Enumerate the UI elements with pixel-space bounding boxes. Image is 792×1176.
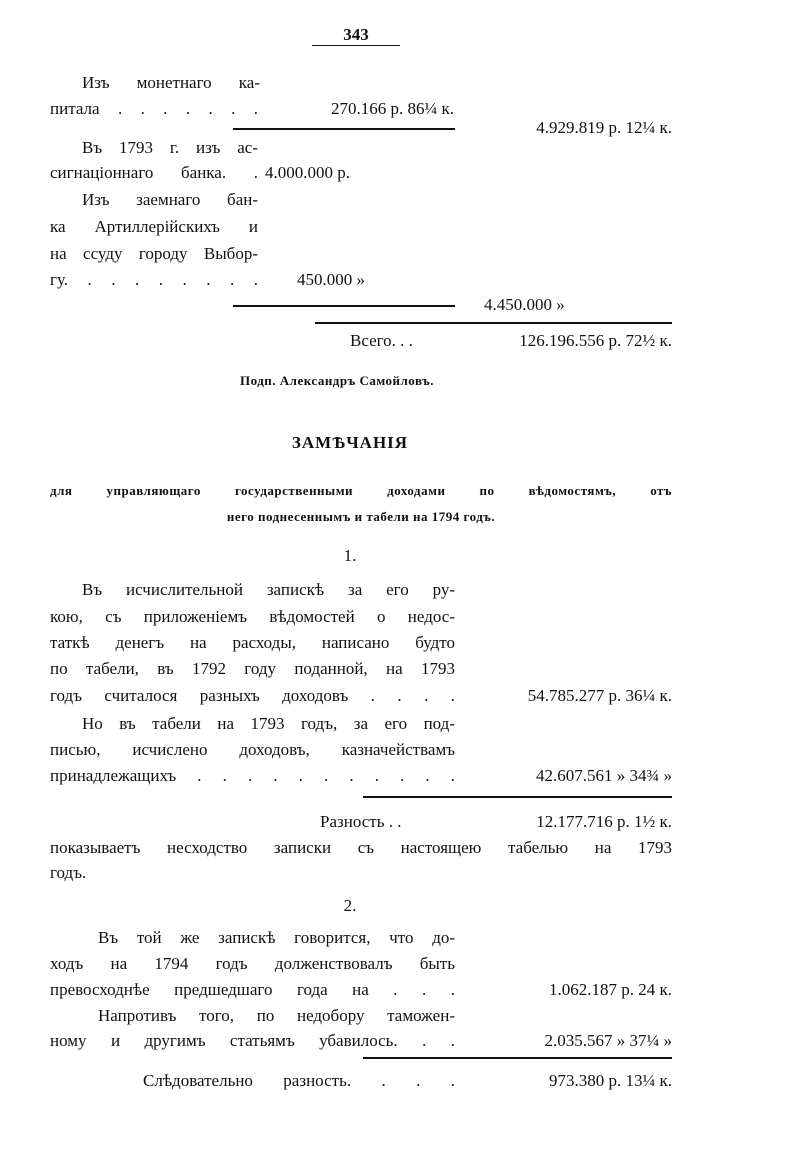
subtitle-line: него поднесеннымъ и табели на 1794 годъ.: [226, 509, 496, 524]
text-line: по табели, въ 1792 году поданной, на 1793: [50, 659, 455, 678]
total-rule: [315, 322, 672, 324]
sum-rule: [233, 305, 455, 307]
text-line: показываетъ несходство записки съ настоящею табелью на 1793: [50, 838, 672, 857]
amount: 2.035.567 » 37¼ »: [544, 1031, 672, 1050]
text-line: Изъ заемнаго бан-: [82, 190, 258, 209]
page-number-rule: [312, 45, 400, 46]
subtotal: 4.450.000 »: [484, 295, 565, 314]
section-number: 1.: [343, 546, 357, 565]
text-line: Но въ табели на 1793 годъ, за его под-: [82, 714, 455, 733]
amount: 4.000.000 р.: [265, 163, 350, 182]
text-line: ка Артиллерійскихъ и: [50, 217, 258, 236]
text-line: питала . . . . . . .: [50, 99, 258, 118]
text-line: Изъ монетнаго ка-: [82, 73, 260, 92]
text-line: кою, съ приложеніемъ вѣдомостей о недос-: [50, 607, 455, 626]
subtitle-line: для управляющаго государственными доходами по вѣдомостямъ, отъ: [50, 483, 672, 498]
amount: 42.607.561 » 34¾ »: [536, 766, 672, 785]
amount: 450.000 »: [297, 270, 365, 289]
subtotal: 4.929.819 р. 12¼ к.: [536, 118, 672, 137]
amount: 270.166 р. 86¼ к.: [330, 99, 454, 118]
text-line: писью, исчислено доходовъ, казначействамъ: [50, 740, 455, 759]
difference-amount: 12.177.716 р. 1½ к.: [536, 812, 672, 831]
text-line: принадлежащихъ . . . . . . . . . . .: [50, 766, 455, 785]
total-amount: 126.196.556 р. 72½ к.: [519, 331, 672, 350]
text-line: годъ считалося разныхъ доходовъ . . . .: [50, 686, 455, 705]
sum-rule: [363, 1057, 672, 1059]
text-line: ному и другимъ статьямъ убавилось. . .: [50, 1031, 455, 1050]
text-line: годъ.: [50, 863, 87, 882]
result-label: Слѣдовательно разность. . . .: [143, 1071, 455, 1090]
text-line: сигнаціоннаго банка. .: [50, 163, 258, 182]
difference-label: Разность . .: [320, 812, 402, 831]
text-line: Въ исчислительной запискѣ за его ру-: [82, 580, 455, 599]
page-number: 343: [343, 25, 369, 44]
text-line: гу. . . . . . . . .: [50, 270, 258, 289]
text-line: Въ 1793 г. изъ ас-: [82, 138, 258, 157]
text-line: Въ той же запискѣ говорится, что до-: [98, 928, 455, 947]
text-line: на ссуду городу Выбор-: [50, 244, 258, 263]
text-line: Напротивъ того, по недобору таможен-: [98, 1006, 455, 1025]
text-line: превосходнѣе предшедшаго года на . . .: [50, 980, 455, 999]
amount: 54.785.277 р. 36¼ к.: [527, 686, 672, 705]
section-number: 2.: [343, 896, 357, 915]
total-label: Всего. . .: [350, 331, 413, 350]
section-title: ЗАМѢЧАНІЯ: [291, 433, 409, 452]
result-amount: 973.380 р. 13¼ к.: [548, 1071, 672, 1090]
amount: 1.062.187 р. 24 к.: [548, 980, 672, 999]
sum-rule: [233, 128, 455, 130]
signature: Подп. Александръ Самойловъ.: [239, 373, 435, 388]
sum-rule: [363, 796, 672, 798]
text-line: ходъ на 1794 годъ долженствовалъ быть: [50, 954, 455, 973]
text-line: таткѣ денегъ на расходы, написано будто: [50, 633, 455, 652]
